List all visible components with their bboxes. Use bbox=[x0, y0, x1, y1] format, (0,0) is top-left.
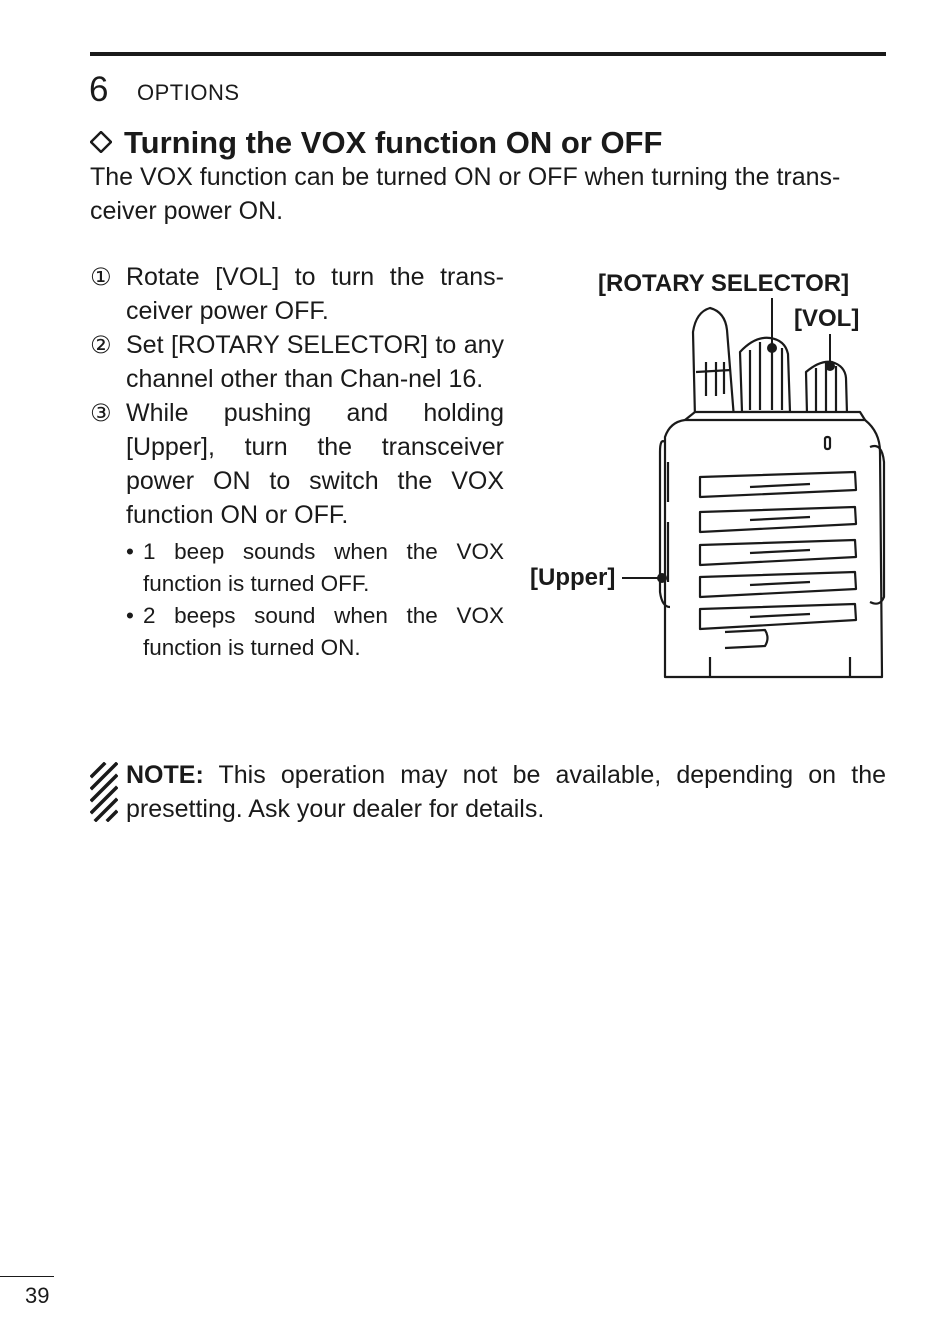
bullet-item-1-text: 1 beep sounds when the VOX function is turned OFF. bbox=[143, 539, 504, 596]
note-box bbox=[90, 758, 886, 826]
note-body: This operation may not be available, depending on the presetting. Ask your dealer for details. bbox=[126, 761, 887, 823]
chapter-title: OPTIONS bbox=[137, 80, 240, 105]
note-label: NOTE: bbox=[126, 761, 204, 789]
upper-label: [Upper] bbox=[530, 564, 616, 591]
bullet-dot: • bbox=[126, 603, 134, 628]
step-3-text: While pushing and holding [Upper], turn the transceiver power ON to switch the VOX function ON or OFF. bbox=[126, 399, 504, 529]
step-3-marker: ③ bbox=[90, 399, 112, 427]
bullet-item-1 bbox=[90, 536, 504, 600]
step-1 bbox=[90, 260, 504, 328]
diamond-icon bbox=[90, 131, 112, 153]
note-text bbox=[126, 758, 886, 826]
step-1-marker: ① bbox=[90, 263, 112, 291]
section-heading bbox=[90, 124, 662, 162]
step-2-marker: ② bbox=[90, 331, 112, 359]
vol-label: [VOL] bbox=[794, 305, 860, 332]
bullet-dot: • bbox=[126, 539, 134, 564]
step-2 bbox=[90, 328, 504, 396]
section-heading-text: Turning the VOX function ON or OFF bbox=[124, 125, 663, 160]
bullet-list bbox=[90, 536, 504, 664]
rotary-selector-label: [ROTARY SELECTOR] bbox=[598, 270, 850, 297]
chapter-number: 6 bbox=[89, 70, 109, 109]
note-hatch-icon bbox=[90, 762, 118, 822]
bullet-item-2-text: 2 beeps sound when the VOX function is turned ON. bbox=[143, 603, 504, 660]
top-rule bbox=[90, 52, 886, 56]
step-2-text: Set [ROTARY SELECTOR] to any channel other than Chan-nel 16. bbox=[126, 331, 504, 393]
page-number-rule bbox=[0, 1276, 54, 1277]
steps-list bbox=[90, 260, 504, 664]
transceiver-illustration bbox=[520, 262, 900, 682]
page-number: 39 bbox=[25, 1283, 50, 1308]
step-3 bbox=[90, 396, 504, 532]
bullet-item-2 bbox=[90, 600, 504, 664]
intro-paragraph: The VOX function can be turned ON or OFF when turning the trans-ceiver power ON. bbox=[90, 163, 841, 225]
step-1-text: Rotate [VOL] to turn the trans-ceiver power OFF. bbox=[126, 263, 504, 325]
